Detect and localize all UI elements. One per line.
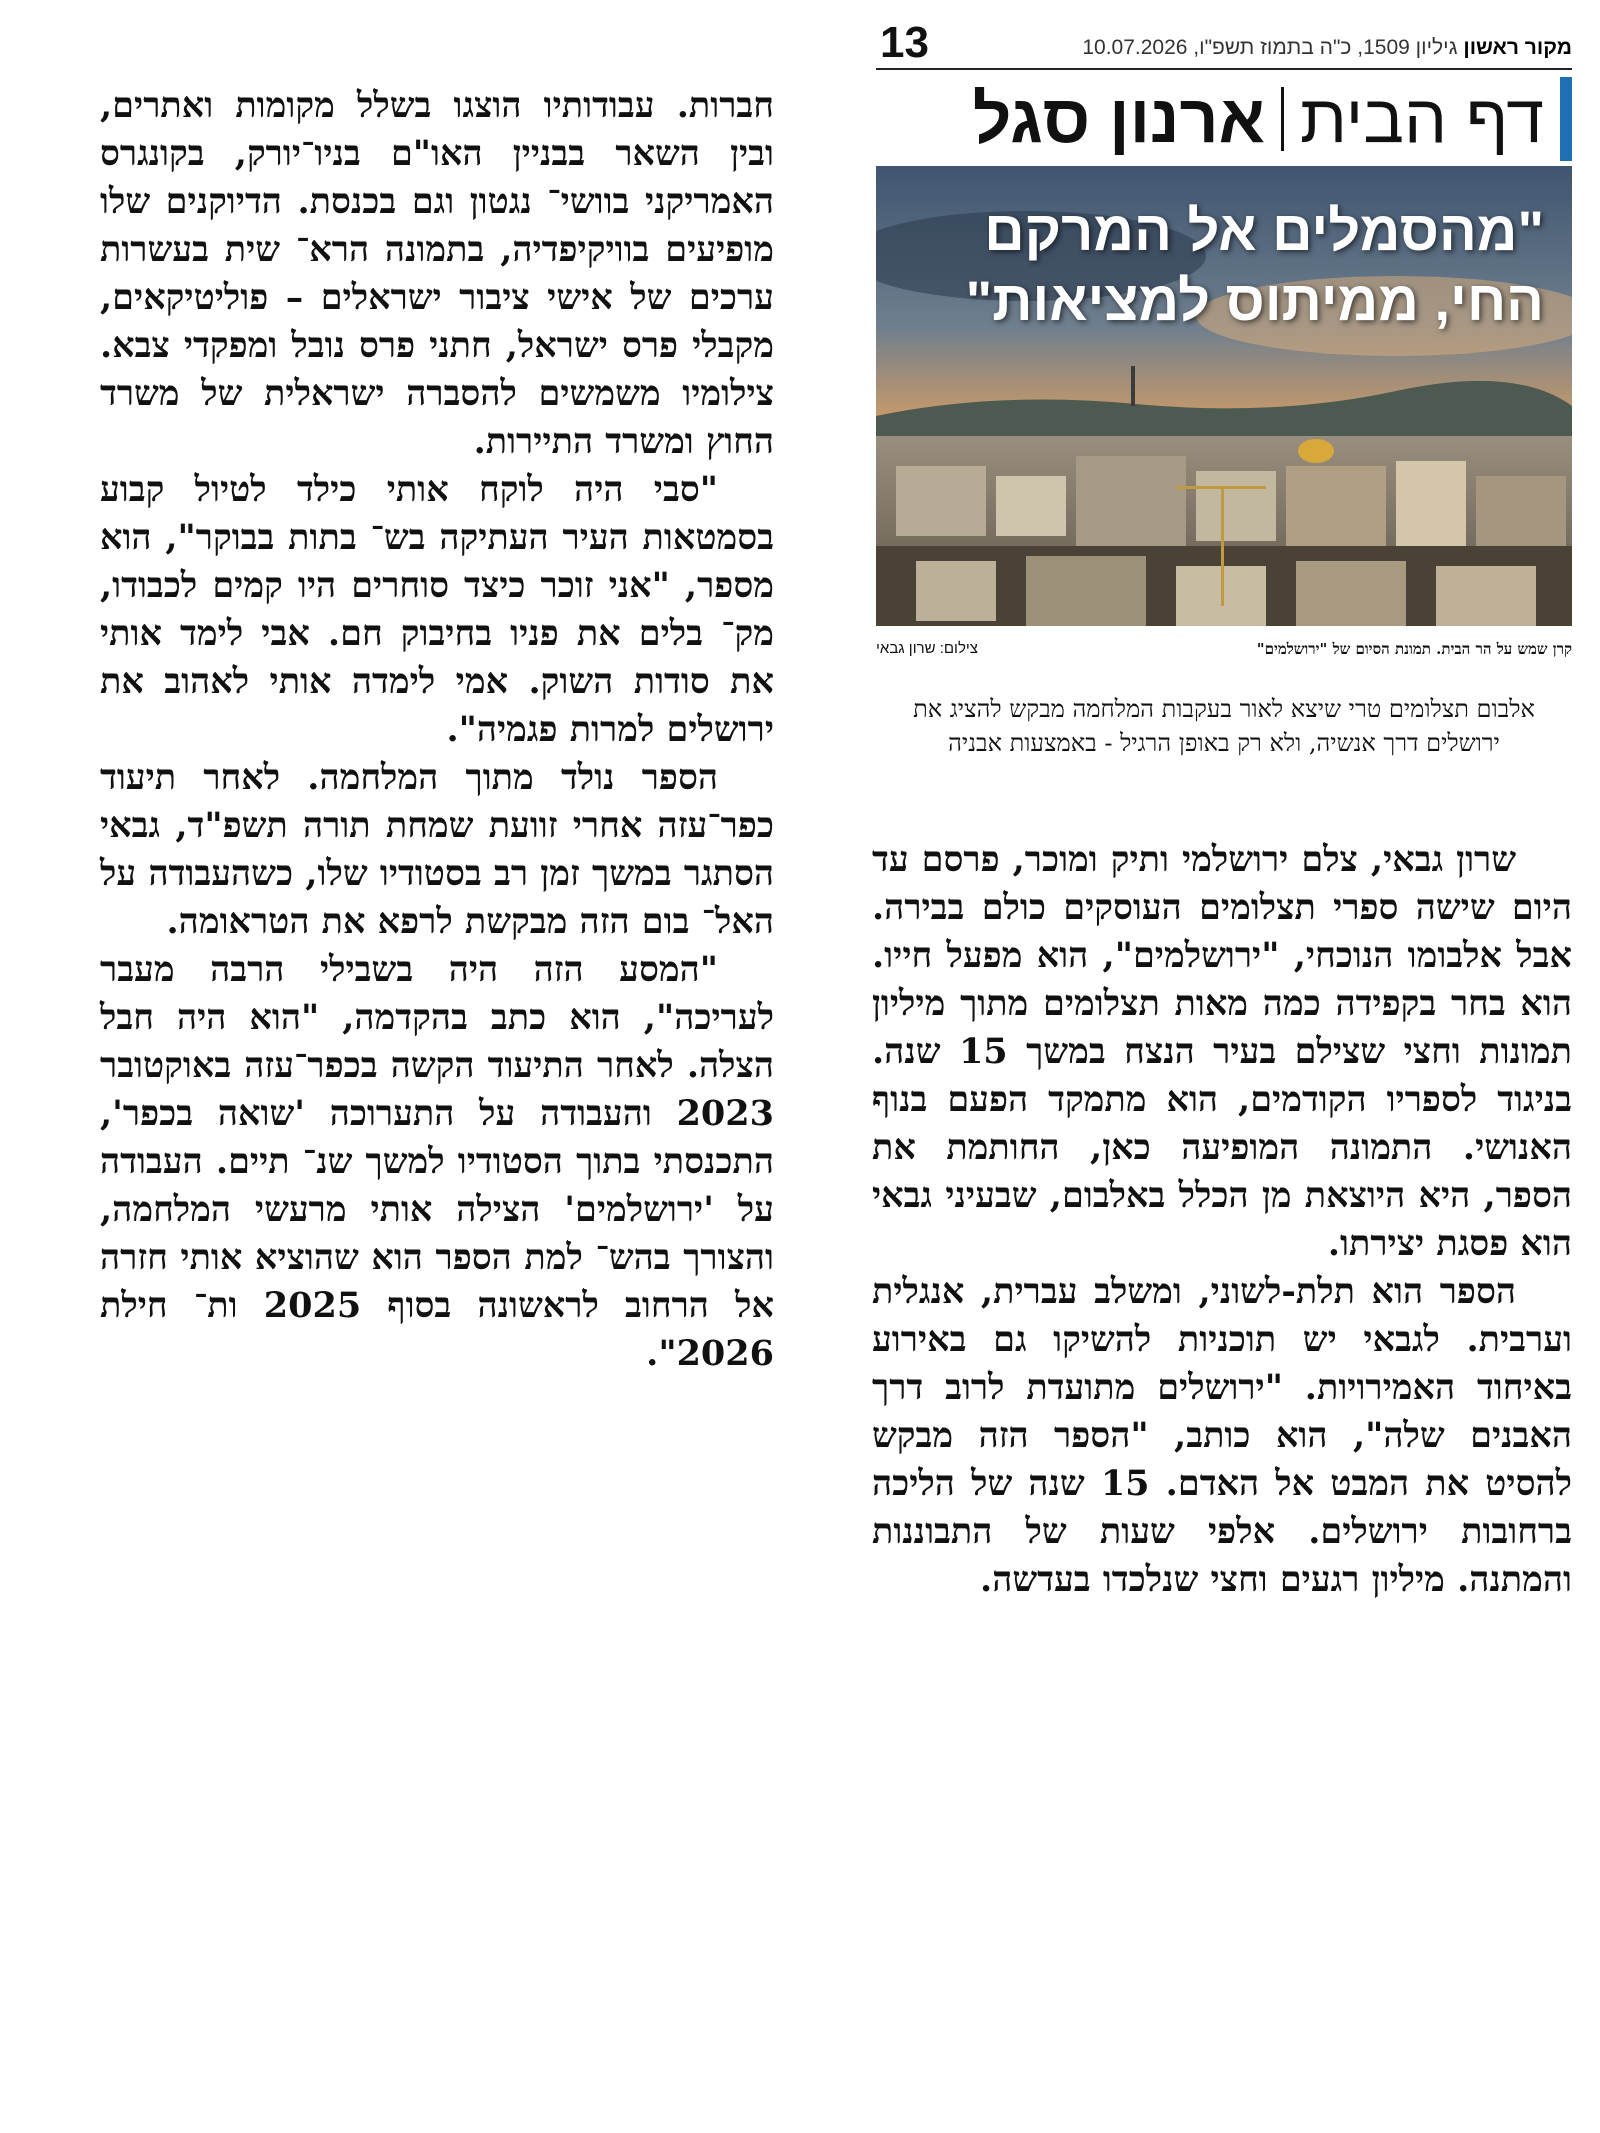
photo-headline [876,196,1544,336]
article-column-right [872,836,1572,1604]
title-accent-bar [1560,77,1572,161]
paragraph: שרון גבאי, צלם ירושלמי ותיק ומוכר, פרסם עד היום שישה ספרי תצלומים העוסקים כולם בבירה. אבל אלבומו הנוכחי, "ירושלמים", הוא מפעל חייו. הוא בחר בקפידה כמה מאות תצלומים מתוך מיליון תמונות וחצי שצילם בעיר הנצח במשך 15 שנה. בניגוד לספריו הקודמים, הוא מתמקד הפעם בנוף האנושי. התמונה המופיעה כאן, החותמת את הספר, היא היוצאת מן הכלל באלבום, שבעיני גבאי הוא פסגת יצירתו. [872,839,1572,1264]
masthead [876,12,1572,70]
paragraph: חברות. עבודותיו הוצגו בשלל מקומות ואתרים, ובין השאר בבניין האו"ם בניו־יורק, בקונגרס האמריקני בוושי־ נגטון וגם בכנסת. הדיוקנים שלו מופיעים בוויקיפדיה, בתמונה הרא־ שית בעשרות ערכים של אישי ציבור ישראלים – פוליטיקאים, מקבלי פרס ישראל, חתני פרס נובל ומפקדי צבא. צילומיו משמשים להסברה ישראלית של משרד החוץ ומשרד התיירות. [100,85,774,462]
caption-text: קרן שמש על הר הבית. תמונת הסיום של "ירושלמים" [1256,640,1572,658]
photo-credit: צילום: שרון גבאי [876,640,978,657]
page-number: 13 [880,18,929,67]
jerusalem-photo [876,166,1572,626]
headline-line-1: "מהסמלים אל המרקם [984,199,1544,262]
issue-line [1082,36,1572,60]
section-name: דף הבית [1300,81,1544,157]
article-subheadline: אלבום תצלומים טרי שיצא לאור בעקבות המלחמה מבקש להציג את ירושלים דרך אנשיה, ולא רק באופן הרגיל - באמצעות אבניה [913,695,1535,757]
section-title-bar [972,74,1572,164]
paragraph: הספר הוא תלת-לשוני, ומשלב עברית, אנגלית וערבית. לגבאי יש תוכניות להשיקו גם באירוע באיחוד האמירויות. "ירושלים מתועדת לרוב דרך האבנים שלה", הוא כותב, "הספר הזה מבקש להסיט את המבט אל האדם. 15 שנה של הליכה ברחובות ירושלים. אלפי שעות של התבוננות והמתנה. מיליון רגעים וחצי שנלכדו בעדשה. [872,1271,1573,1600]
author-name: ארנון סגל [972,81,1266,157]
headline-line-2: החי, ממיתוס למציאות" [965,269,1544,332]
issue-info: גיליון 1509, כ"ה בתמוז תשפ"ו, 10.07.2026 [1082,36,1458,59]
photo-caption [876,640,1572,664]
paragraph: "המסע הזה היה בשבילי הרבה מעבר לעריכה", הוא כתב בהקדמה, "הוא היה חבל הצלה. לאחר התיעוד הקשה בכפר־עזה באוקטובר 2023 והעבודה על התערוכה 'שואה בכפר', התכנסתי בתוך הסטודיו למשך שנ־ תיים. העבודה על 'ירושלמים' הצילה אותי מרעשי המלחמה, והצורך בהש־ למת הספר הוא שהוציא אותי חזרה אל הרחוב לראשונה בסוף 2025 ות־ חילת 2026". [100,949,774,1374]
title-divider [1281,87,1284,151]
article-column-left [100,82,774,1378]
newspaper-brand: מקור ראשון [1463,36,1572,59]
paragraph: הספר נולד מתוך המלחמה. לאחר תיעוד כפר־עזה אחרי זוועת שמחת תורה תשפ"ד, גבאי הסתגר במשך זמן רב בסטודיו שלו, כשהעבודה על האל־ בום הזה מבקשת לרפא את הטראומה. [100,757,774,942]
paragraph: "סבי היה לוקח אותי כילד לטיול קבוע בסמטאות העיר העתיקה בש־ בתות בבוקר", הוא מספר, "אני זוכר כיצד סוחרים היו קמים לכבודו, מק־ בלים את פניו בחיבוק חם. אבי לימד אותי את סודות השוק. אמי לימדה אותי לאהוב את ירושלים למרות פגמיה". [100,469,774,750]
